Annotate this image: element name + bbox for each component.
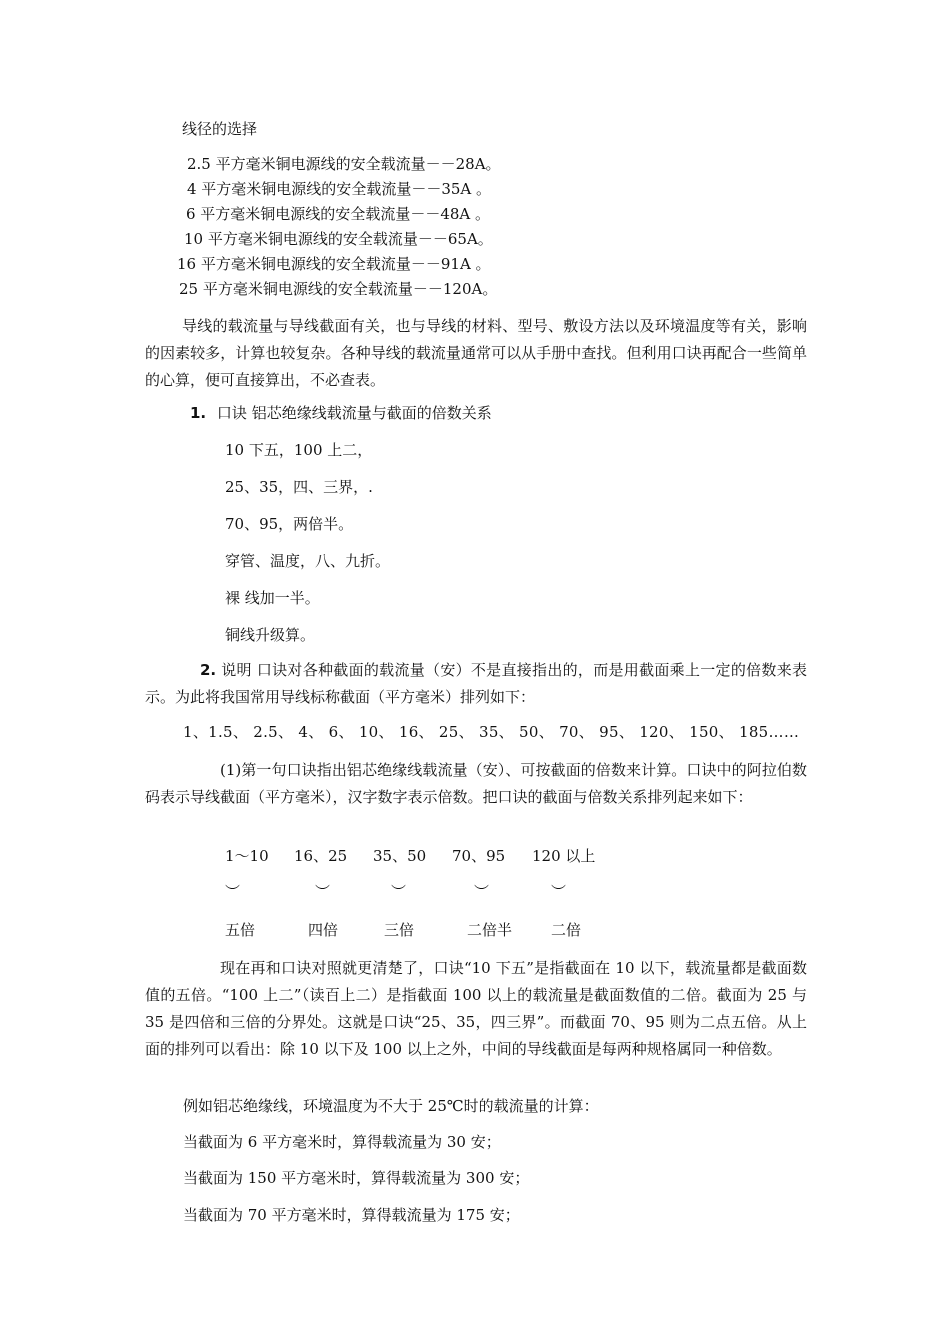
range-cell: 1～10 [225,847,269,865]
rating-line: 16 平方毫米铜电源线的安全载流量－－91A 。 [177,255,491,273]
example-intro: 例如铝芯绝缘线，环境温度为不大于 25℃时的载流量的计算： [183,1097,599,1115]
rating-line: 25 平方毫米铜电源线的安全载流量－－120A。 [179,280,498,298]
multiple-cell: 四倍 [308,921,339,939]
section-1-title: 口诀 铝芯绝缘线载流量与截面的倍数关系 [216,404,492,422]
example-line: 当截面为 6 平方毫米时，算得载流量为 30 安； [183,1133,501,1151]
mnemonic-explanation-paragraph: (1)第一句口诀指出铝芯绝缘线载流量（安）、可按截面的倍数来计算。口诀中的阿拉伯数码表示导线截面（平方毫米），汉字数字表示倍数。把口诀的截面与倍数关系排列起来如下： [145,761,807,806]
section-1-number: 1. [190,404,207,422]
section-2-paragraph [145,657,807,711]
mnemonic-line: 铜线升级算。 [225,626,316,644]
section-2-text: 说明 口诀对各种截面的载流量（安）不是直接指出的，而是用截面乘上一定的倍数来表示。为此将我国常用导线标称截面（平方毫米）排列如下： [145,661,807,706]
brace-mark: ︶ [474,883,490,901]
intro-paragraph: 导线的载流量与导线截面有关，也与导线的材料、型号、敷设方法以及环境温度等有关，影响的因素较多，计算也较复杂。各种导线的载流量通常可以从手册中查找。但利用口诀再配合一些简单的心算，便可直接算出，不必查表。 [145,317,807,389]
rating-line: 4 平方毫米铜电源线的安全载流量－－35A 。 [187,180,492,198]
multiple-cell: 二倍 [551,921,582,939]
range-cell: 70、95 [452,847,506,865]
range-cell: 120 以上 [532,847,596,865]
range-cell: 35、50 [373,847,427,865]
example-line: 当截面为 70 平方毫米时，算得载流量为 175 安； [183,1206,520,1224]
range-cell: 16、25 [294,847,348,865]
brace-mark: ︶ [225,883,241,901]
page-heading: 线径的选择 [182,120,258,138]
mnemonic-line: 70、95，两倍半。 [225,515,354,533]
brace-mark: ︶ [315,883,331,901]
rating-line: 6 平方毫米铜电源线的安全载流量－－48A 。 [186,205,491,223]
standard-sizes-line: 1、1.5、 2.5、 4、 6、 10、 16、 25、 35、 50、 70、 95、 120、 150、 185…… [183,723,800,741]
section-1-heading [190,403,492,423]
example-line: 当截面为 150 平方毫米时，算得载流量为 300 安； [183,1169,530,1187]
brace-mark: ︶ [391,883,407,901]
rating-line: 10 平方毫米铜电源线的安全载流量－－65A。 [184,230,493,248]
section-2-number: 2. [200,661,217,679]
multiple-cell: 五倍 [225,921,256,939]
mnemonic-line: 穿管、温度，八、九折。 [225,552,391,570]
comparison-paragraph: 现在再和口诀对照就更清楚了，口诀“10 下五”是指截面在 10 以下，载流量都是截面数值的五倍。“100 上二”（读百上二）是指截面 100 以上的载流量是截面数值的二倍。截面为 25 与 35 是四倍和三倍的分界处。这就是口诀“25、35，四三界”。而截面 70、95 则为二点五倍。从上面的排列可以看出：除 10 以下及 100 以上之外，中间的导线截面是每两种规格属同一种倍数。 [145,959,807,1058]
multiple-cell: 二倍半 [467,921,513,939]
mnemonic-line: 25、35，四、三界，. [225,478,373,496]
mnemonic-line: 裸 线加一半。 [225,589,320,607]
brace-mark: ︶ [551,883,567,901]
mnemonic-line: 10 下五，100 上二， [225,441,373,459]
multiple-cell: 三倍 [384,921,415,939]
rating-line: 2.5 平方毫米铜电源线的安全载流量－－28A。 [187,155,501,173]
